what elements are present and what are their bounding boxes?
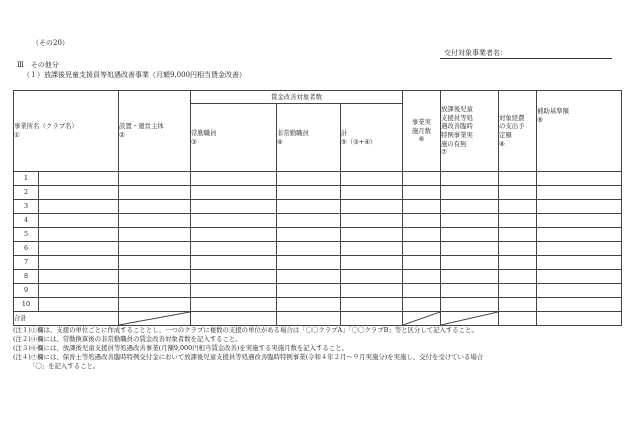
cell-special[interactable] xyxy=(441,284,499,298)
cell-total[interactable] xyxy=(341,256,403,270)
header-parttime: 非常勤職員 ④ xyxy=(277,104,341,172)
cell-fulltime[interactable] xyxy=(191,172,277,186)
cell-subsidy[interactable] xyxy=(537,200,622,214)
cell-parttime[interactable] xyxy=(277,256,341,270)
table-row xyxy=(14,256,622,270)
cell-months[interactable] xyxy=(403,270,441,284)
table-row xyxy=(14,242,622,256)
header-operator: 設置・運営主体 ② xyxy=(119,91,191,172)
cell-subsidy[interactable] xyxy=(537,172,622,186)
cell-expense[interactable] xyxy=(499,172,537,186)
total-label: 合計 xyxy=(14,312,119,326)
cell-operator[interactable] xyxy=(119,284,191,298)
cell-parttime[interactable] xyxy=(277,200,341,214)
row-number: 8 xyxy=(14,270,39,284)
cell-months[interactable] xyxy=(403,256,441,270)
total-fulltime[interactable] xyxy=(191,312,277,326)
cell-parttime[interactable] xyxy=(277,228,341,242)
cell-subsidy[interactable] xyxy=(537,186,622,200)
cell-expense[interactable] xyxy=(499,242,537,256)
cell-fulltime[interactable] xyxy=(191,270,277,284)
cell-total[interactable] xyxy=(341,172,403,186)
cell-fulltime[interactable] xyxy=(191,214,277,228)
row-number: 10 xyxy=(14,298,39,312)
total-operator-crossed xyxy=(119,312,191,326)
total-row xyxy=(14,312,622,326)
cell-facility-name[interactable] xyxy=(39,242,119,256)
cell-special[interactable] xyxy=(441,256,499,270)
cell-fulltime[interactable] xyxy=(191,284,277,298)
cell-fulltime[interactable] xyxy=(191,298,277,312)
row-number: 3 xyxy=(14,200,39,214)
table-row xyxy=(14,186,622,200)
cell-expense[interactable] xyxy=(499,200,537,214)
cell-months[interactable] xyxy=(403,200,441,214)
cell-total[interactable] xyxy=(341,186,403,200)
cell-special[interactable] xyxy=(441,214,499,228)
table-row xyxy=(14,284,622,298)
row-number: 7 xyxy=(14,256,39,270)
cell-months[interactable] xyxy=(403,284,441,298)
cell-total[interactable] xyxy=(341,242,403,256)
cell-operator[interactable] xyxy=(119,200,191,214)
row-number: 2 xyxy=(14,186,39,200)
cell-facility-name[interactable] xyxy=(39,270,119,284)
header-special-program: 放課後児童 支援員等処 遇改善臨時 特例事業実 施の有無 ⑦ xyxy=(441,91,499,172)
note-3: (注３)⑥欄には、放課後児童支援員等処遇改善事業(月額9,000円相当賃金改善)を実施する実施月数を記入すること。 xyxy=(13,344,349,352)
cell-operator[interactable] xyxy=(119,270,191,284)
cell-subsidy[interactable] xyxy=(537,242,622,256)
cell-special[interactable] xyxy=(441,200,499,214)
cell-operator[interactable] xyxy=(119,186,191,200)
cell-expense[interactable] xyxy=(499,284,537,298)
cell-facility-name[interactable] xyxy=(39,200,119,214)
cell-total[interactable] xyxy=(341,298,403,312)
cell-subsidy[interactable] xyxy=(537,256,622,270)
cell-facility-name[interactable] xyxy=(39,186,119,200)
cell-special[interactable] xyxy=(441,186,499,200)
cell-special[interactable] xyxy=(441,270,499,284)
cell-parttime[interactable] xyxy=(277,172,341,186)
cell-special[interactable] xyxy=(441,172,499,186)
table-row xyxy=(14,214,622,228)
table-row xyxy=(14,228,622,242)
table-row xyxy=(14,200,622,214)
cell-months[interactable] xyxy=(403,242,441,256)
cell-facility-name[interactable] xyxy=(39,228,119,242)
page-number: （その20） xyxy=(32,39,69,47)
cell-months[interactable] xyxy=(403,298,441,312)
notes xyxy=(13,326,623,371)
cell-operator[interactable] xyxy=(119,298,191,312)
cell-expense[interactable] xyxy=(499,298,537,312)
cell-operator[interactable] xyxy=(119,172,191,186)
cell-expense[interactable] xyxy=(499,270,537,284)
cell-special[interactable] xyxy=(441,298,499,312)
cell-facility-name[interactable] xyxy=(39,172,119,186)
cell-months[interactable] xyxy=(403,228,441,242)
total-expense[interactable] xyxy=(499,312,537,326)
target-staff-table xyxy=(13,90,622,326)
cell-subsidy[interactable] xyxy=(537,270,622,284)
row-number: 5 xyxy=(14,228,39,242)
total-staff-sum[interactable] xyxy=(341,312,403,326)
table-row xyxy=(14,270,622,284)
cell-expense[interactable] xyxy=(499,214,537,228)
cell-total[interactable] xyxy=(341,200,403,214)
cell-special[interactable] xyxy=(441,242,499,256)
cell-parttime[interactable] xyxy=(277,298,341,312)
row-number: 6 xyxy=(14,242,39,256)
cell-expense[interactable] xyxy=(499,228,537,242)
row-number: 4 xyxy=(14,214,39,228)
header-facility-name: 事業所名（クラブ名） ① xyxy=(14,91,119,172)
total-months-crossed xyxy=(403,312,441,326)
table-row xyxy=(14,298,622,312)
cell-facility-name[interactable] xyxy=(39,214,119,228)
total-special-crossed xyxy=(441,312,499,326)
header-expense: 対象経費 の支出予 定額 ⑧ xyxy=(499,91,537,172)
cell-total[interactable] xyxy=(341,228,403,242)
cell-total[interactable] xyxy=(341,270,403,284)
recipient-label: 交付対象事業者名： xyxy=(444,49,507,57)
cell-fulltime[interactable] xyxy=(191,186,277,200)
cell-subsidy[interactable] xyxy=(537,214,622,228)
header-total-staff: 計 ⑤（③+④） xyxy=(341,104,403,172)
total-parttime[interactable] xyxy=(277,312,341,326)
cell-fulltime[interactable] xyxy=(191,256,277,270)
cell-fulltime[interactable] xyxy=(191,242,277,256)
form-subtitle: （１）放課後児童支援員等処遇改善事業（月額9,000円相当賃金改善） xyxy=(23,71,247,79)
cell-facility-name[interactable] xyxy=(39,284,119,298)
cell-expense[interactable] xyxy=(499,186,537,200)
cell-months[interactable] xyxy=(403,186,441,200)
cell-parttime[interactable] xyxy=(277,242,341,256)
cell-parttime[interactable] xyxy=(277,186,341,200)
cell-operator[interactable] xyxy=(119,256,191,270)
cell-fulltime[interactable] xyxy=(191,228,277,242)
note-4: (注４)⑦欄には、保育士等処遇改善臨時特例交付金において放課後児童支援員等処遇改善臨時特例事業(令和４年２月～９月実施分)を実施し、交付を受けている場合 xyxy=(13,353,484,361)
cell-total[interactable] xyxy=(341,284,403,298)
recipient-field[interactable] xyxy=(440,58,612,59)
cell-special[interactable] xyxy=(441,228,499,242)
header-subsidy-standard: 補助基準額 ⑨ xyxy=(537,91,622,172)
cell-operator[interactable] xyxy=(119,228,191,242)
note-1: (注１)①欄は、支援の単位ごとに作成することとし、一つのクラブに複数の支援の単位がある場合は「〇〇クラブA」「〇〇クラブB」等と区分して記入すること。 xyxy=(13,326,478,334)
section-heading: Ⅲ その他分 xyxy=(17,61,59,69)
cell-expense[interactable] xyxy=(499,256,537,270)
cell-operator[interactable] xyxy=(119,214,191,228)
table-row xyxy=(14,172,622,186)
cell-parttime[interactable] xyxy=(277,214,341,228)
cell-parttime[interactable] xyxy=(277,270,341,284)
note-2: (注２)④欄には、常勤換算後の非常勤職員の賃金改善対象者数を記入すること。 xyxy=(13,335,242,343)
header-target-staff-count: 賃金改善対象者数 xyxy=(191,91,403,104)
note-4-cont: 「〇」を記入すること。 xyxy=(13,362,100,370)
row-number: 1 xyxy=(14,172,39,186)
cell-subsidy[interactable] xyxy=(537,284,622,298)
cell-subsidy[interactable] xyxy=(537,298,622,312)
cell-months[interactable] xyxy=(403,214,441,228)
header-months: 事業実 施月数 ⑥ xyxy=(403,91,441,172)
cell-total[interactable] xyxy=(341,214,403,228)
header-fulltime: 常勤職員 ③ xyxy=(191,104,277,172)
cell-facility-name[interactable] xyxy=(39,298,119,312)
cell-facility-name[interactable] xyxy=(39,256,119,270)
total-subsidy[interactable] xyxy=(537,312,622,326)
cell-parttime[interactable] xyxy=(277,284,341,298)
cell-operator[interactable] xyxy=(119,242,191,256)
cell-subsidy[interactable] xyxy=(537,228,622,242)
cell-months[interactable] xyxy=(403,172,441,186)
row-number: 9 xyxy=(14,284,39,298)
cell-fulltime[interactable] xyxy=(191,200,277,214)
